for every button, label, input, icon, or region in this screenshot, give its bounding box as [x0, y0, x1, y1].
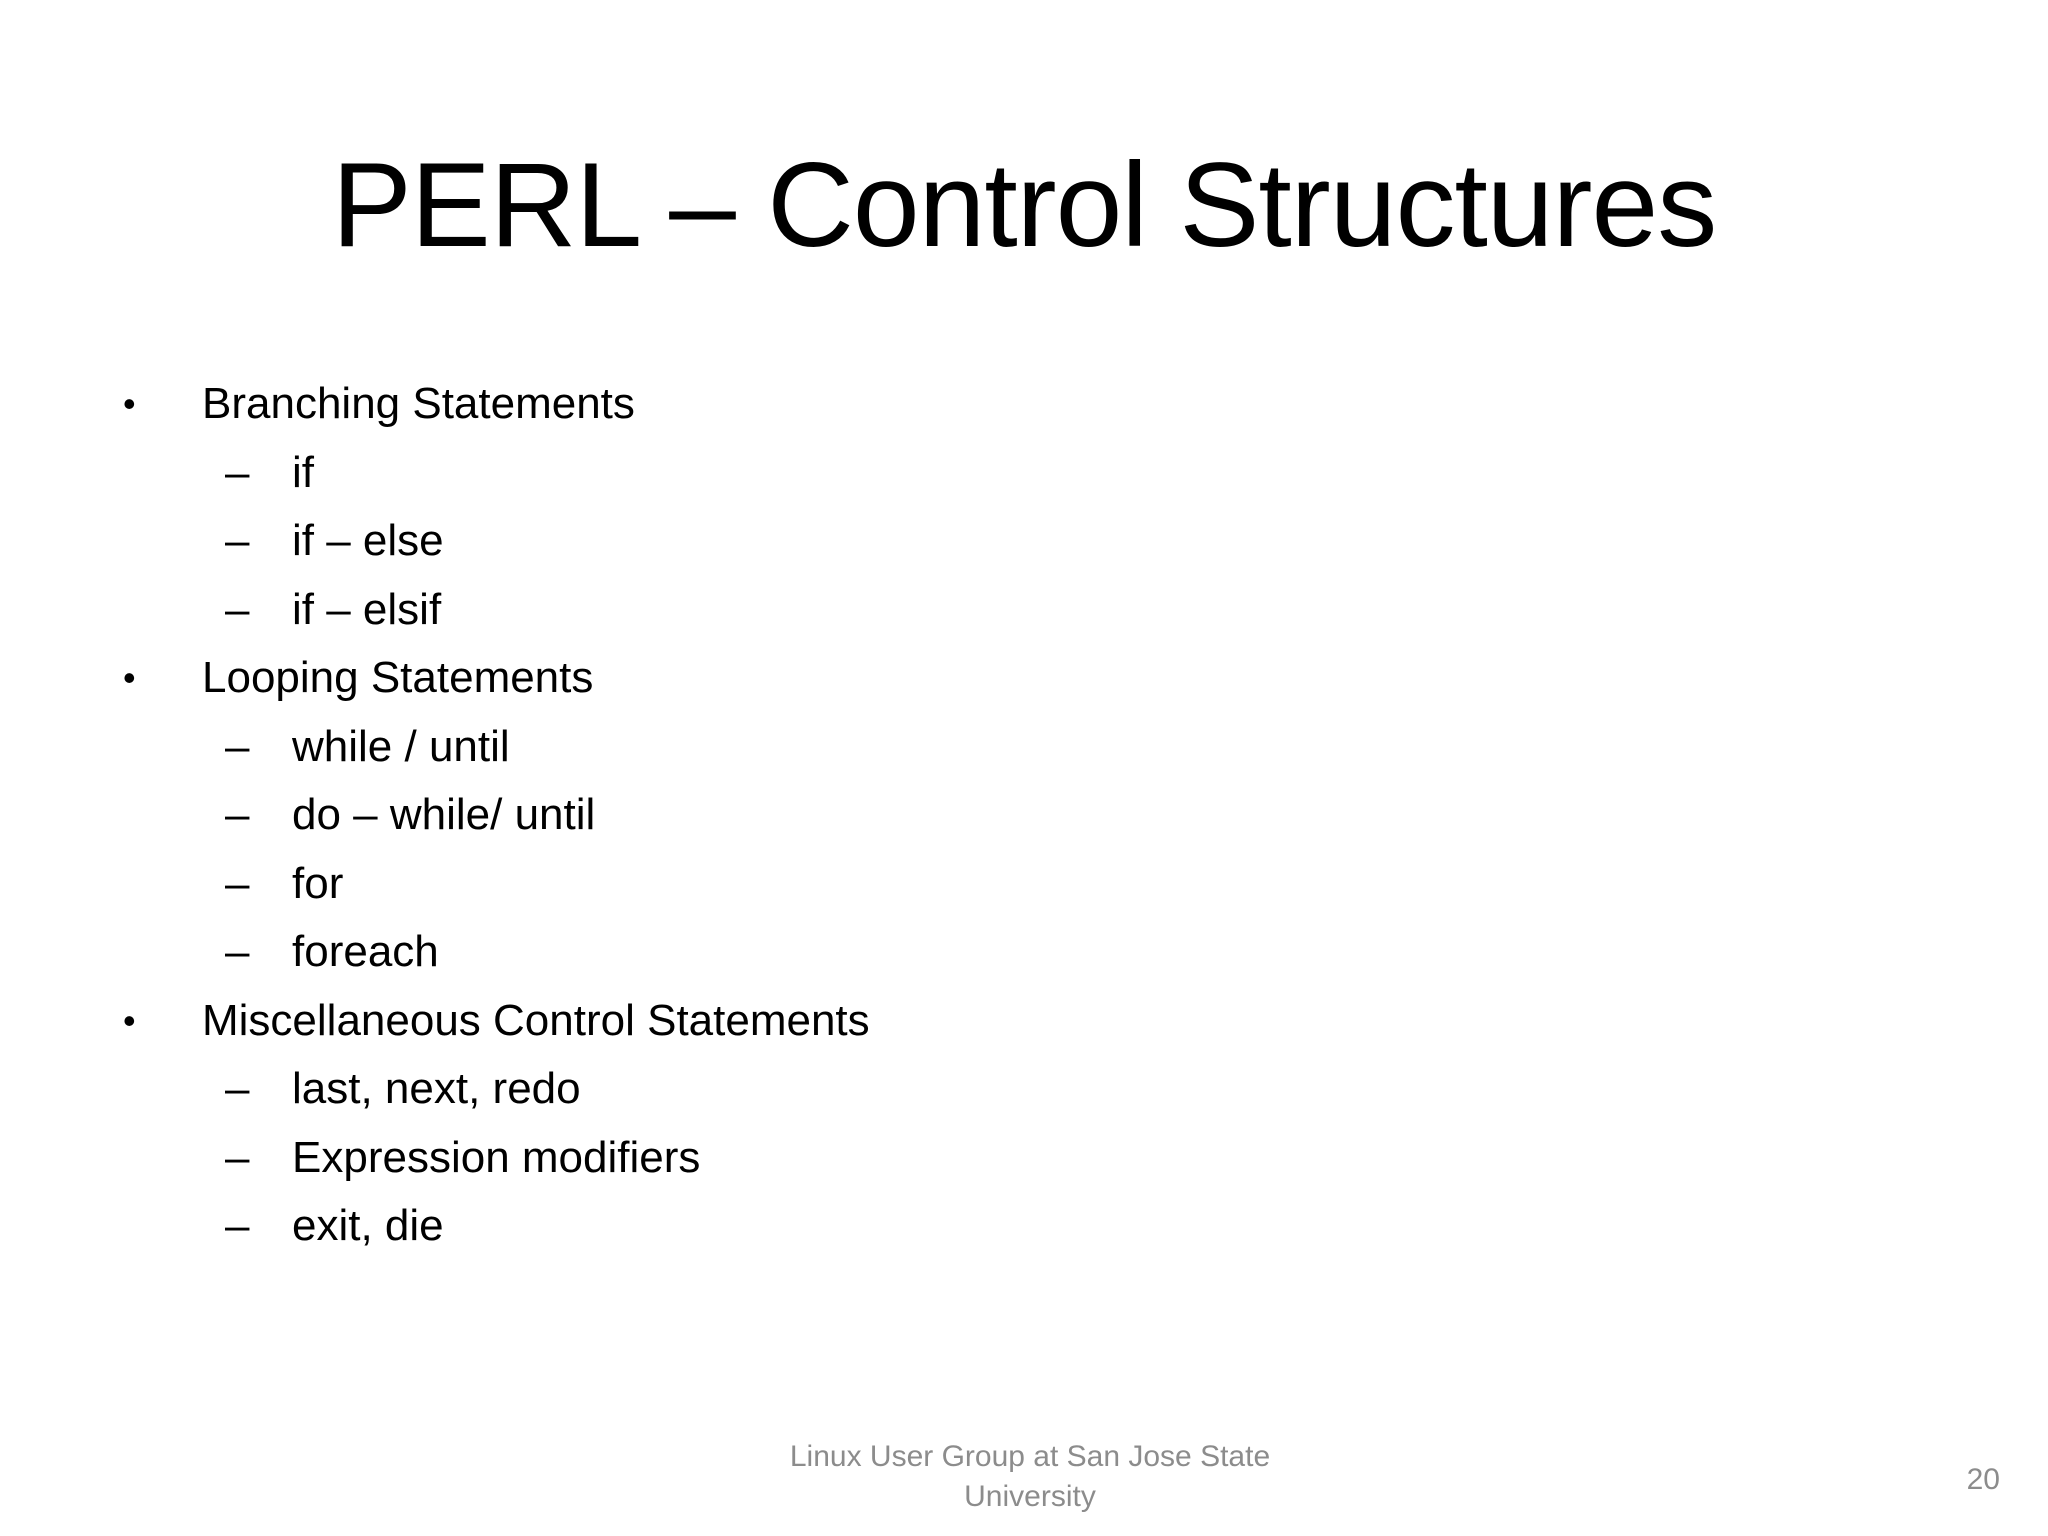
- dash-marker: –: [225, 858, 250, 908]
- list-item: [0, 1055, 2048, 1124]
- dash-marker: –: [225, 584, 250, 634]
- dash-marker: –: [225, 1201, 250, 1250]
- dash-marker: –: [225, 516, 250, 565]
- dash-marker: –: [225, 447, 250, 497]
- list-item-text: if – else: [292, 516, 444, 565]
- list-item: [0, 370, 2048, 439]
- dash-marker: –: [225, 790, 250, 839]
- list-item-text: do – while/ until: [292, 790, 596, 839]
- dash-marker: –: [225, 1064, 250, 1113]
- list-item: [0, 576, 2048, 645]
- list-item-text: Looping Statements: [202, 653, 594, 702]
- slide-number: 20: [1966, 1463, 2000, 1496]
- list-item-text: if: [292, 447, 314, 497]
- list-item-text: if – elsif: [292, 584, 442, 634]
- list-item: [0, 644, 2048, 713]
- bullet-list: [0, 370, 2048, 1261]
- list-item-text: exit, die: [292, 1201, 444, 1250]
- list-item-text: Branching Statements: [202, 379, 635, 428]
- list-item-text: for: [292, 858, 344, 908]
- list-item: [0, 918, 2048, 987]
- slide-title: PERL – Control Structures: [331, 138, 1717, 272]
- list-item: [0, 507, 2048, 576]
- list-item: [0, 987, 2048, 1056]
- list-item: [0, 781, 2048, 850]
- list-item-text: Expression modifiers: [292, 1132, 701, 1182]
- bullet-marker: •: [123, 657, 136, 698]
- list-item: [0, 850, 2048, 919]
- list-item-text: last, next, redo: [292, 1064, 581, 1113]
- list-item: [0, 439, 2048, 508]
- dash-marker: –: [225, 1132, 250, 1182]
- list-item-text: foreach: [292, 927, 439, 976]
- list-item: [0, 1124, 2048, 1193]
- footer-line-2: University: [964, 1480, 1096, 1513]
- dash-marker: –: [225, 721, 250, 771]
- list-item: [0, 713, 2048, 782]
- footer-text: [770, 1437, 1290, 1517]
- list-item-text: while / until: [292, 721, 510, 771]
- footer-line-1: Linux User Group at San Jose State: [789, 1440, 1271, 1473]
- list-item: [0, 1192, 2048, 1261]
- list-item-text: Miscellaneous Control Statements: [202, 995, 870, 1045]
- bullet-marker: •: [123, 999, 136, 1041]
- dash-marker: –: [225, 927, 250, 976]
- bullet-marker: •: [123, 383, 136, 424]
